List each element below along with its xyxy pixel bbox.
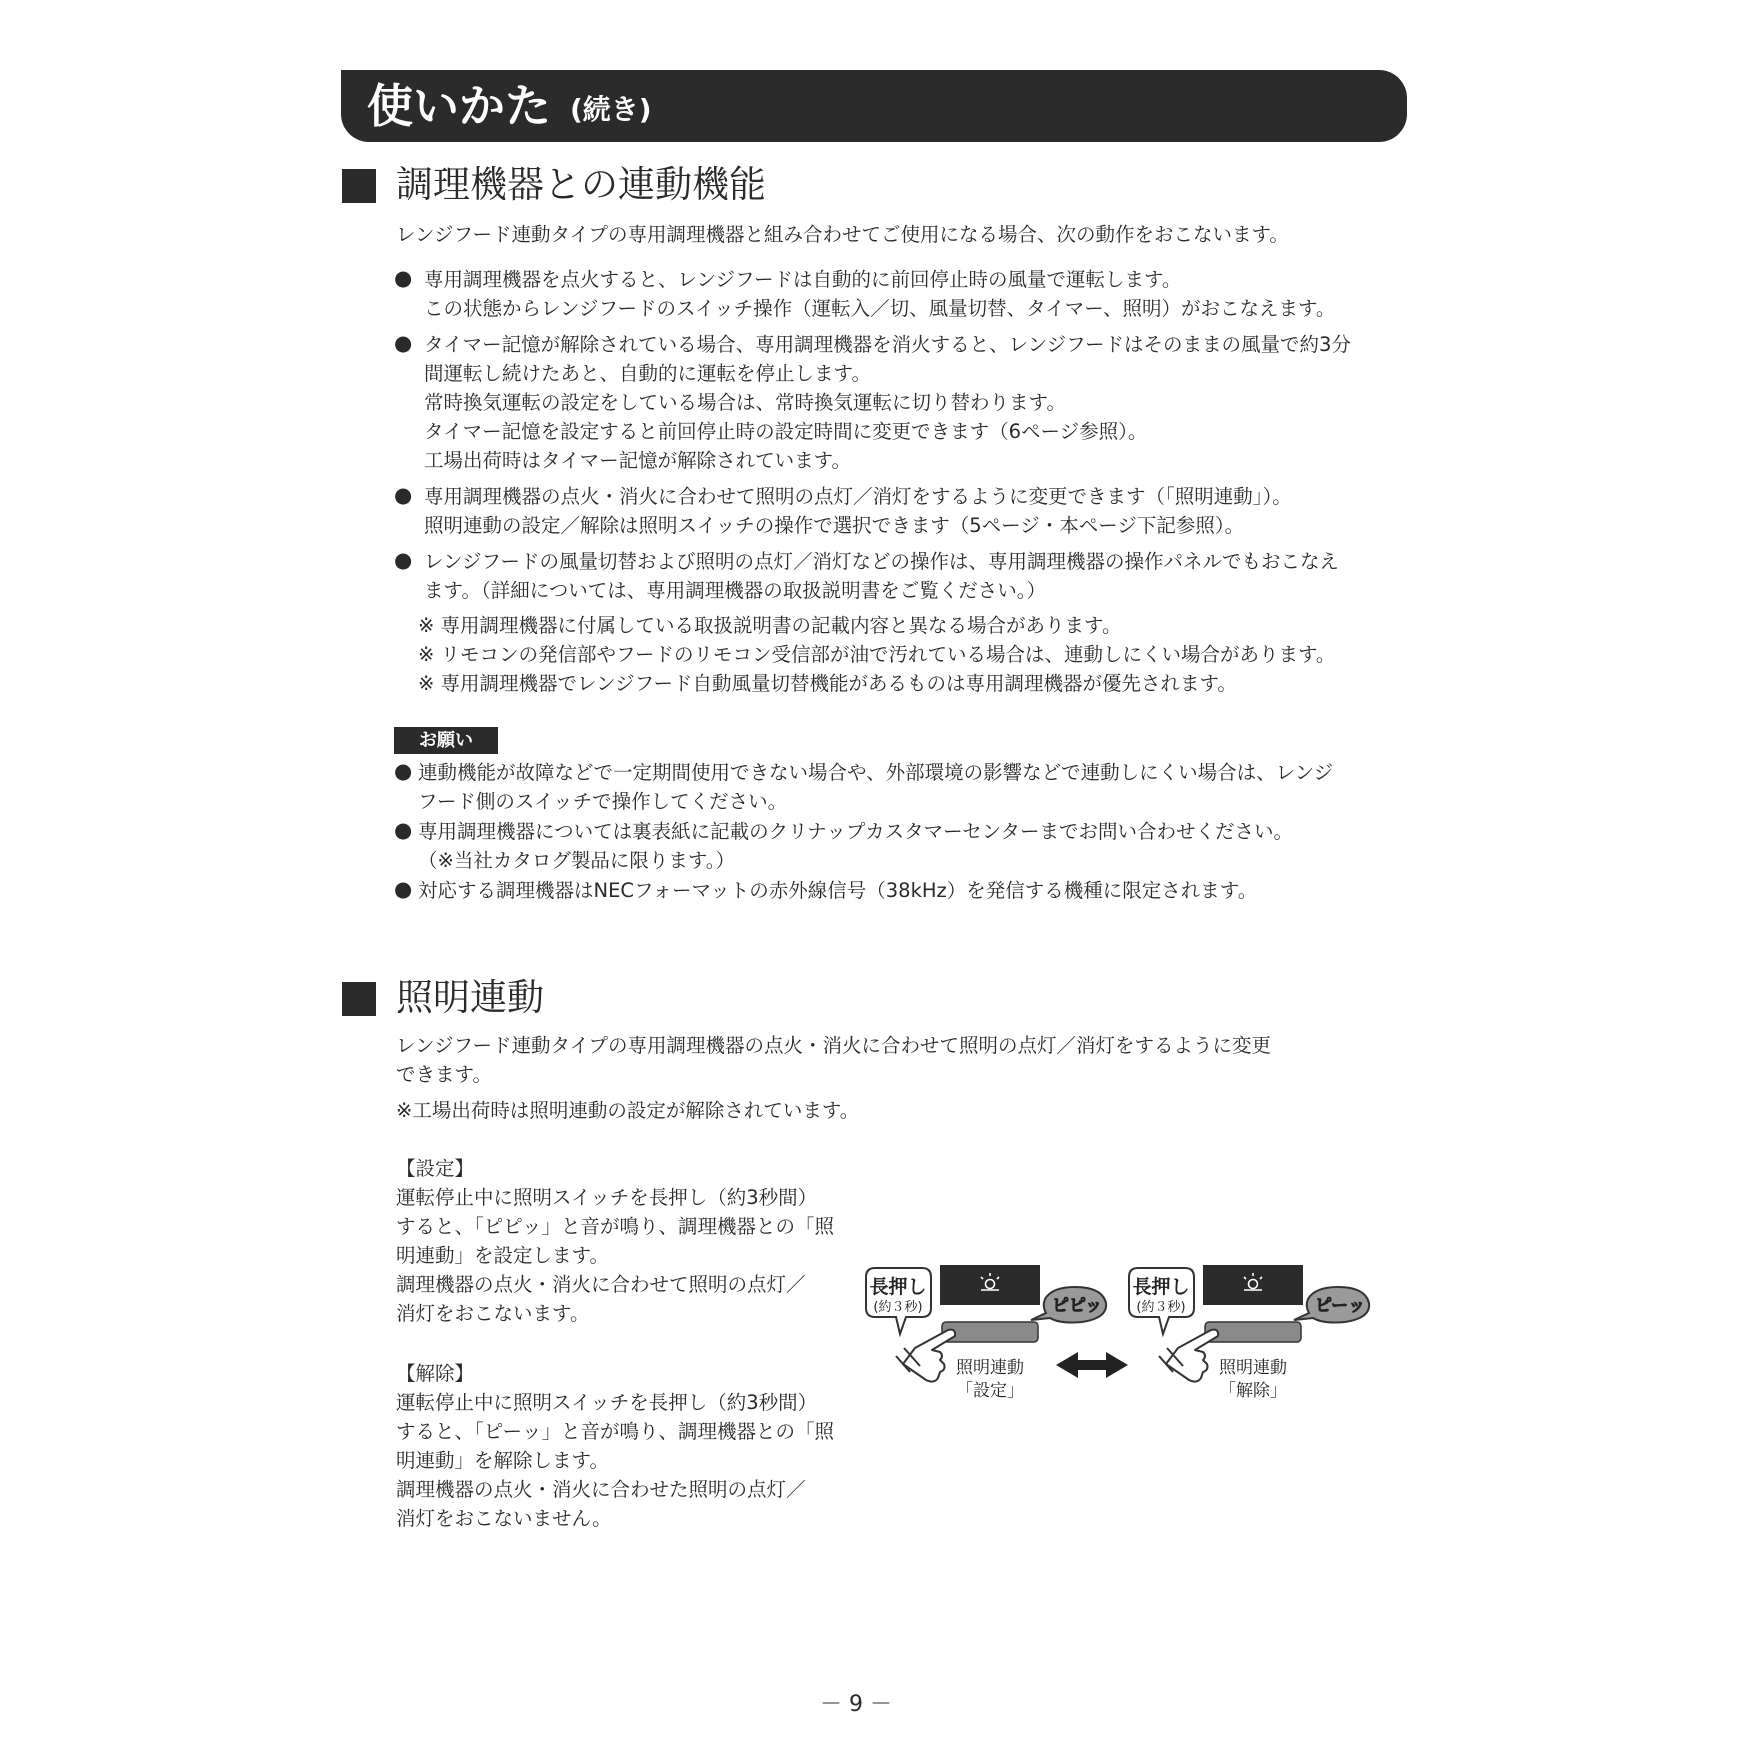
request-text: フード側のスイッチで操作してください。 — [418, 790, 788, 813]
light-panel — [1203, 1265, 1303, 1305]
request-text: （※当社カタログ製品に限ります。） — [418, 849, 736, 872]
note-text: ※ 専用調理機器でレンジフード自動風量切替機能があるものは専用調理機器が優先されます。 — [418, 672, 1237, 695]
bullet-icon: ● — [394, 759, 413, 783]
diagram-caption: 照明連動 — [1219, 1358, 1287, 1378]
bullet-icon: ● — [394, 877, 413, 901]
bullet-text: レンジフードの風量切替および照明の点灯／消灯などの操作は、専用調理機器の操作パネルでもおこなえ — [424, 550, 1339, 573]
setting-title: 【設定】 — [396, 1157, 475, 1180]
setting-text: すると、「ピピッ」と音が鳴り、調理機器との「照 — [396, 1215, 834, 1238]
section-intro: レンジフード連動タイプの専用調理機器の点火・消火に合わせて照明の点灯／消灯をするように変更 — [396, 1034, 1271, 1057]
diagram-caption: 照明連動 — [956, 1358, 1024, 1378]
diagram-right — [1129, 1265, 1369, 1401]
bullet-icon: ● — [394, 548, 413, 572]
bullet-icon: ● — [394, 483, 413, 507]
section-marker — [342, 982, 376, 1016]
bullet-text: 常時換気運転の設定をしている場合は、常時換気運転に切り替わります。 — [424, 391, 1066, 414]
bullet-text: 間運転し続けたあと、自動的に運転を停止します。 — [424, 362, 871, 385]
section-marker — [342, 169, 376, 203]
release-text: 明連動」を解除します。 — [396, 1449, 609, 1472]
section-intro: できます。 — [396, 1063, 492, 1086]
diagram-caption: 「設定」 — [956, 1381, 1024, 1401]
switch-bar — [1205, 1322, 1301, 1342]
bullet-text: 専用調理機器を点火すると、レンジフードは自動的に前回停止時の風量で運転します。 — [424, 268, 1182, 291]
bullet-text: 工場出荷時はタイマー記憶が解除されています。 — [424, 449, 852, 472]
section-note: ※工場出荷時は照明連動の設定が解除されています。 — [396, 1099, 860, 1122]
bullet-text: タイマー記憶が解除されている場合、専用調理機器を消火すると、レンジフードはそのままの風量で約3分 — [424, 333, 1351, 356]
setting-text: 消灯をおこないます。 — [396, 1302, 590, 1325]
release-title: 【解除】 — [396, 1362, 475, 1385]
setting-text: 調理機器の点火・消火に合わせて照明の点灯／ — [396, 1273, 806, 1296]
hand-icon — [1159, 1330, 1218, 1382]
page-number: － 9 － — [820, 1692, 892, 1717]
request-text: 専用調理機器については裏表紙に記載のクリナップカスタマーセンターまでお問い合わせください。 — [418, 820, 1293, 843]
switch-bar — [942, 1322, 1038, 1342]
section-intro: レンジフード連動タイプの専用調理機器と組み合わせてご使用になる場合、次の動作をおこないます。 — [396, 223, 1289, 246]
release-text: 調理機器の点火・消火に合わせた照明の点灯／ — [396, 1478, 806, 1501]
bullet-text: この状態からレンジフードのスイッチ操作（運転入／切、風量切替、タイマー、照明）がおこなえます。 — [424, 297, 1336, 320]
press-duration: (約３秒) — [873, 1300, 923, 1315]
sound-label: ピピッ — [1051, 1296, 1103, 1316]
note-text: ※ リモコンの発信部やフードのリモコン受信部が油で汚れている場合は、連動しにくい場合があります。 — [418, 643, 1336, 666]
release-text: 運転停止中に照明スイッチを長押し（約3秒間） — [396, 1391, 818, 1414]
diagram-caption: 「解除」 — [1219, 1381, 1287, 1401]
page-title: 使いかた — [367, 79, 551, 133]
bullet-text: タイマー記憶を設定すると前回停止時の設定時間に変更できます（6ページ参照）。 — [424, 420, 1148, 443]
bullet-text: 照明連動の設定／解除は照明スイッチの操作で選択できます（5ページ・本ページ下記参照）。 — [424, 514, 1245, 537]
press-duration: (約３秒) — [1136, 1300, 1186, 1315]
bullet-icon: ● — [394, 818, 413, 842]
press-label: 長押し — [869, 1276, 927, 1298]
note-text: ※ 専用調理機器に付属している取扱説明書の記載内容と異なる場合があります。 — [418, 614, 1122, 637]
double-arrow-icon — [1056, 1352, 1128, 1378]
request-text: 連動機能が故障などで一定期間使用できない場合や、外部環境の影響などで連動しにくい場合は、レンジ — [418, 761, 1334, 784]
bullet-text: ます。（詳細については、専用調理機器の取扱説明書をご覧ください。） — [424, 579, 1047, 602]
release-text: すると、「ピーッ」と音が鳴り、調理機器との「照 — [396, 1420, 834, 1443]
bullet-text: 専用調理機器の点火・消火に合わせて照明の点灯／消灯をするように変更できます（「照明連動」）。 — [424, 485, 1292, 508]
diagram-left — [866, 1265, 1106, 1401]
setting-text: 運転停止中に照明スイッチを長押し（約3秒間） — [396, 1186, 818, 1209]
release-text: 消灯をおこないません。 — [396, 1507, 612, 1530]
light-link-diagram — [860, 1260, 1380, 1410]
request-label: お願い — [394, 727, 498, 754]
sound-label: ピーッ — [1314, 1296, 1366, 1316]
press-label: 長押し — [1132, 1276, 1190, 1298]
request-text: 対応する調理機器はNECフォーマットの赤外線信号（38kHz）を発信する機種に限定されます。 — [418, 879, 1258, 902]
section-heading: 照明連動 — [396, 976, 544, 1019]
hand-icon — [896, 1330, 955, 1382]
light-panel — [940, 1265, 1040, 1305]
setting-text: 明連動」を設定します。 — [396, 1244, 609, 1267]
section-heading: 調理機器との連動機能 — [396, 163, 766, 206]
bullet-icon: ● — [394, 266, 413, 290]
page-title-sub: (続き) — [570, 93, 652, 126]
bullet-icon: ● — [394, 331, 413, 355]
